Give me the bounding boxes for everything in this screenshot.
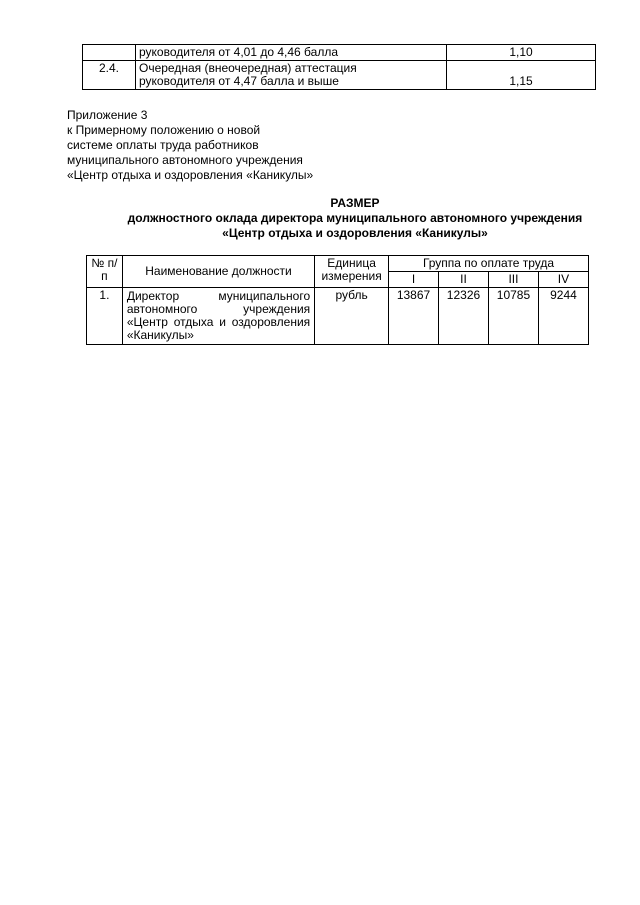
title-line: РАЗМЕР [330, 196, 380, 210]
appendix-line: «Центр отдыха и оздоровления «Каникулы» [67, 168, 314, 182]
row-text-line: Очередная (внеочередная) аттестация [139, 61, 357, 75]
group-3-value: 10785 [488, 288, 538, 345]
row-value: 1,15 [447, 61, 596, 90]
row-number: 1. [87, 288, 123, 345]
position-name: Директор муниципального автономного учреждения «Центр отдыха и оздоровления «Каникулы» [122, 288, 314, 345]
row-text-line: руководителя от 4,01 до 4,46 балла [139, 45, 339, 59]
row-value: 1,10 [447, 45, 596, 61]
row-text [136, 45, 447, 61]
header-group-2: II [439, 272, 489, 288]
header-group-1: I [389, 272, 439, 288]
header-name: Наименование должности [122, 256, 314, 288]
table-row [83, 61, 596, 90]
row-text [136, 61, 447, 90]
appendix-header [67, 108, 313, 183]
salary-table [86, 255, 589, 345]
group-2-value: 12326 [439, 288, 489, 345]
appendix-line: системе оплаты труда работников [67, 138, 259, 152]
appendix-line: муниципального автономного учреждения [67, 153, 303, 167]
appendix-line: Приложение 3 [67, 108, 148, 122]
appendix-line: к Примерному положению о новой [67, 123, 261, 137]
table-row [87, 288, 589, 345]
header-row [87, 256, 589, 272]
title-line: должностного оклада директора муниципального автономного учреждения [127, 211, 583, 225]
row-number: 2.4. [83, 61, 136, 90]
group-4-value: 9244 [538, 288, 588, 345]
top-continuation-table [82, 44, 596, 90]
group-1-value: 13867 [389, 288, 439, 345]
row-text-line: руководителя от 4,47 балла и выше [139, 74, 339, 88]
header-group: Группа по оплате труда [389, 256, 589, 272]
header-num: № п/п [87, 256, 123, 288]
header-group-3: III [488, 272, 538, 288]
header-unit: Единица измерения [315, 256, 389, 288]
table-row [83, 45, 596, 61]
document-title [100, 196, 610, 241]
title-line: «Центр отдыха и оздоровления «Каникулы» [222, 226, 488, 240]
row-number [83, 45, 136, 61]
header-group-4: IV [538, 272, 588, 288]
unit-value: рубль [315, 288, 389, 345]
